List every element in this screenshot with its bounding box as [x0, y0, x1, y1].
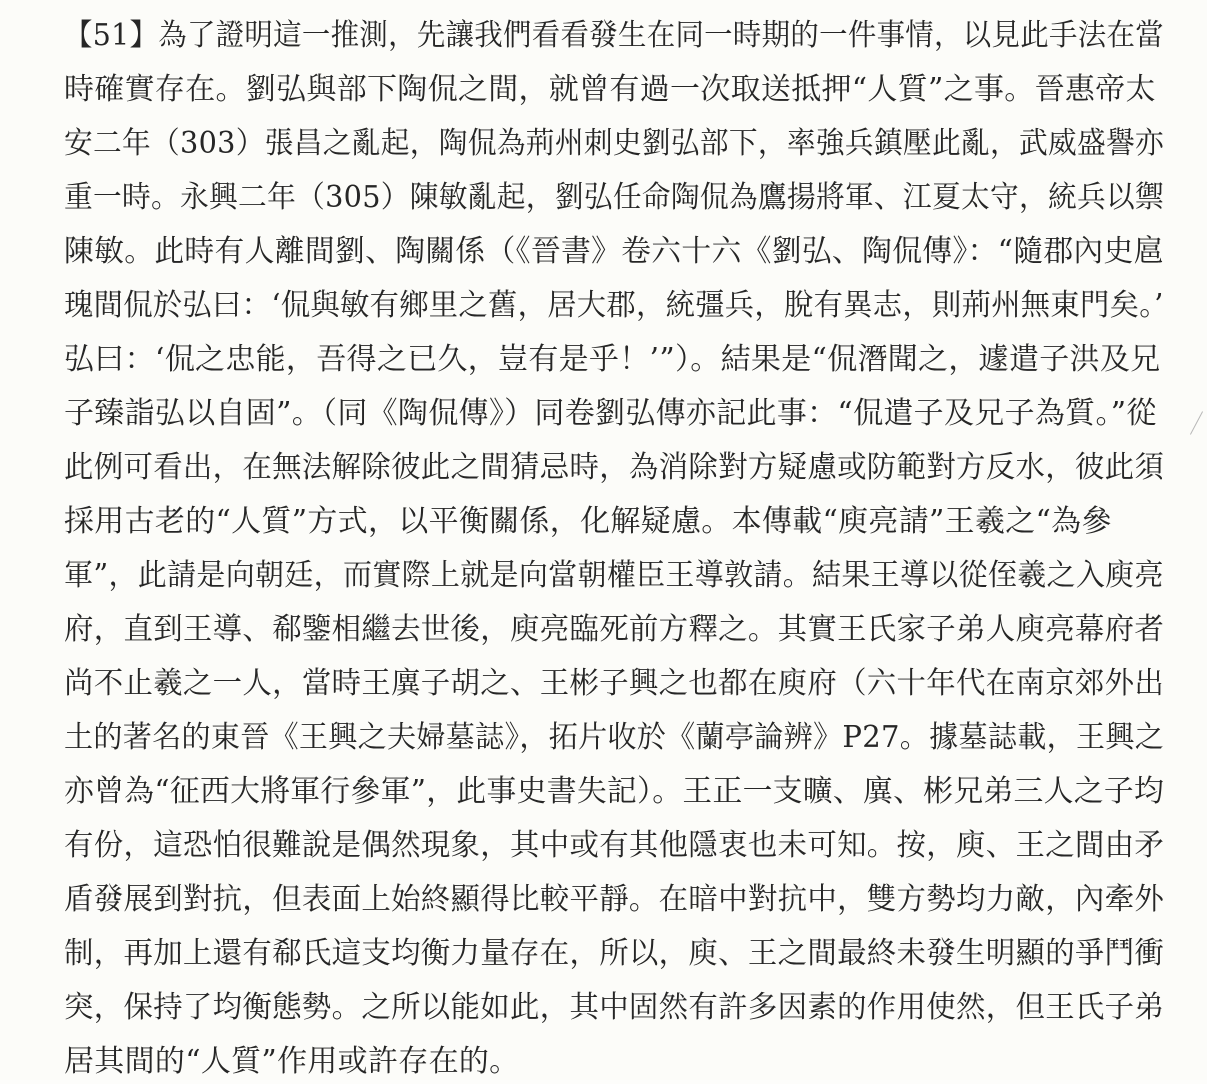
text-line-16: 有份，這恐怕很難說是偶然現象，其中或有其他隱衷也未可知。按，庾、王之間由矛 — [64, 828, 1165, 863]
text-line-20: 居其間的“人質”作用或許存在的。 — [64, 1044, 520, 1079]
text-line-15: 亦曾為“征西大將軍行參軍”，此事史書失記）。王正一支曠、廙、彬兄弟三人之子均 — [64, 774, 1165, 809]
text-line-11: 軍”，此請是向朝廷，而實際上就是向當朝權臣王導敦請。結果王導以從侄羲之入庾亮 — [64, 558, 1164, 593]
text-line-18: 制，再加上還有郗氏這支均衡力量存在，所以，庾、王之間最終未發生明顯的爭鬥衝 — [64, 936, 1165, 971]
text-line-1: 【51】為了證明這一推測，先讓我們看看發生在同一時期的一件事情，以見此手法在當 — [64, 18, 1164, 53]
text-line-19: 突，保持了均衡態勢。之所以能如此，其中固然有許多因素的作用使然，但王氏子弟 — [64, 990, 1165, 1025]
text-line-5: 陳敏。此時有人離間劉、陶關係（《晉書》卷六十六《劉弘、陶侃傳》：“隨郡內史扈 — [64, 234, 1164, 269]
text-line-9: 此例可看出，在無法解除彼此之間猜忌時，為消除對方疑慮或防範對方反水，彼此須 — [64, 450, 1165, 485]
text-line-4: 重一時。永興二年（305）陳敏亂起，劉弘任命陶侃為鷹揚將軍、江夏太守，統兵以禦 — [64, 180, 1165, 215]
text-line-10: 採用古老的“人質”方式，以平衡關係，化解疑慮。本傳載“庾亮請”王羲之“為參 — [64, 504, 1112, 539]
text-line-13: 尚不止羲之一人，當時王廙子胡之、王彬子興之也都在庾府（六十年代在南京郊外出 — [64, 666, 1165, 701]
text-line-6: 瑰間侃於弘曰：‘侃與敏有鄉里之舊，居大郡，統彊兵，脫有異志，則荊州無東門矣。’ — [64, 288, 1164, 323]
text-line-2: 時確實存在。劉弘與部下陶侃之間，就曾有過一次取送抵押“人質”之事。晉惠帝太 — [64, 72, 1156, 107]
text-line-3: 安二年（303）張昌之亂起，陶侃為荊州刺史劉弘部下，率強兵鎮壓此亂，武威盛譽亦 — [64, 126, 1165, 161]
scan-mark — [1190, 411, 1203, 434]
text-line-17: 盾發展到對抗，但表面上始終顯得比較平靜。在暗中對抗中，雙方勢均力敵，內牽外 — [64, 882, 1165, 917]
text-line-8: 子臻詣弘以自固”。（同《陶侃傳》）同卷劉弘傳亦記此事：“侃遣子及兄子為質。”從 — [64, 396, 1157, 431]
text-line-7: 弘曰：‘侃之忠能，吾得之已久，豈有是乎！’”）。結果是“侃潛聞之，遽遣子洪及兄 — [64, 342, 1161, 377]
text-line-14: 土的著名的東晉《王興之夫婦墓誌》，拓片收於《蘭亭論辨》P27。據墓誌載，王興之 — [64, 720, 1165, 755]
text-line-12: 府，直到王導、郗鑒相繼去世後，庾亮臨死前方釋之。其實王氏家子弟人庾亮幕府者 — [64, 612, 1165, 647]
